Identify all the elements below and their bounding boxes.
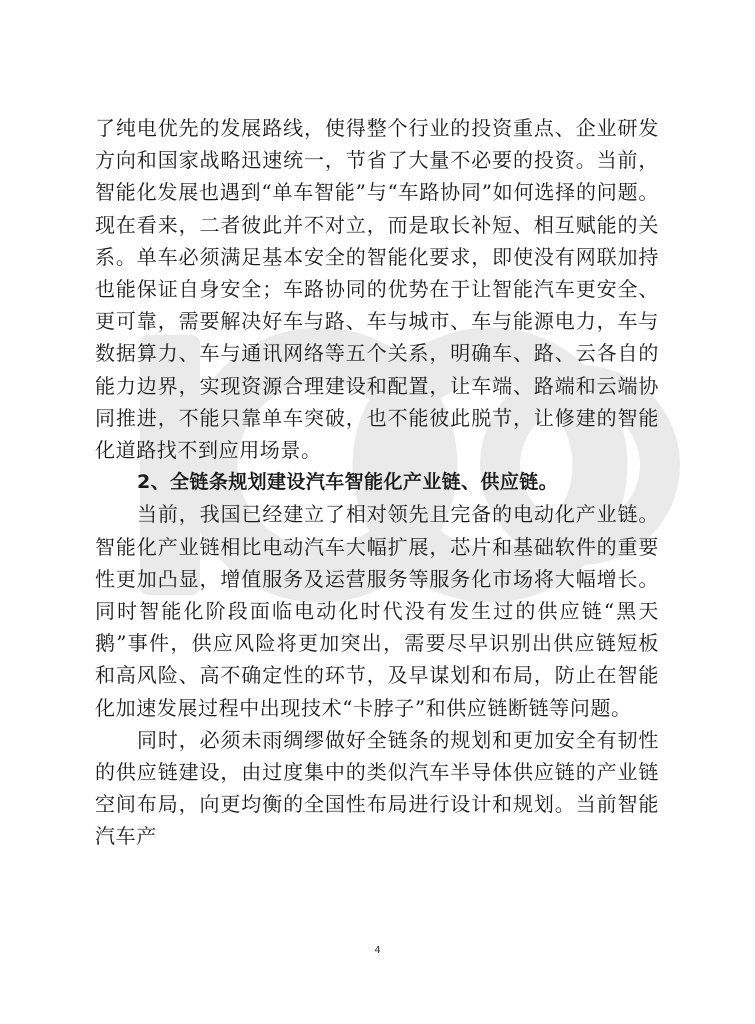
paragraph-1: 了纯电优先的发展路线，使得整个行业的投资重点、企业研发方向和国家战略迅速统一，节省了大量不必要的投资。当前，智能化发展也遇到“单车智能”与“车路协同”如何选择的问题。现在看来，二者彼此并不对立，而是取长补短、相互赋能的关系。单车必须满足基本安全的智能化要求，即使没有网联加持也能保证自身安全；车路协同的优势在于让智能汽车更安全、更可靠，需要解决好车与路、车与城市、车与能源电力，车与数据算力、车与通讯网络等五个关系，明确车、路、云各自的能力边界，实现资源合理建设和配置，让车端、路端和云端协同推进，不能只靠单车突破，也不能彼此脱节，让修建的智能化道路找不到应用场景。: [95, 116, 659, 463]
section-heading-2: 2、全链条规划建设汽车智能化产业链、供应链。: [137, 471, 559, 494]
paragraph-2: 当前，我国已经建立了相对领先且完备的电动化产业链。智能化产业链相比电动汽车大幅扩展，芯片和基础软件的重要性更加凸显，增值服务及运营服务等服务化市场将大幅增长。同时智能化阶段面临电动化时代没有发生过的供应链“黑天鹅”事件，供应风险将更加突出，需要尽早识别出供应链短板和高风险、高不确定性的环节，及早谋划和布局，防止在智能化加速发展过程中出现技术“卡脖子”和供应链断链等问题。: [95, 502, 659, 720]
page-number: 4: [374, 945, 381, 956]
paragraph-3: 同时，必须未雨绸缪做好全链条的规划和更加安全有韧性的供应链建设，由过度集中的类似汽车半导体供应链的产业链空间布局，向更均衡的全国性布局进行设计和规划。当前智能汽车产: [95, 727, 659, 849]
document-body: [95, 112, 659, 853]
